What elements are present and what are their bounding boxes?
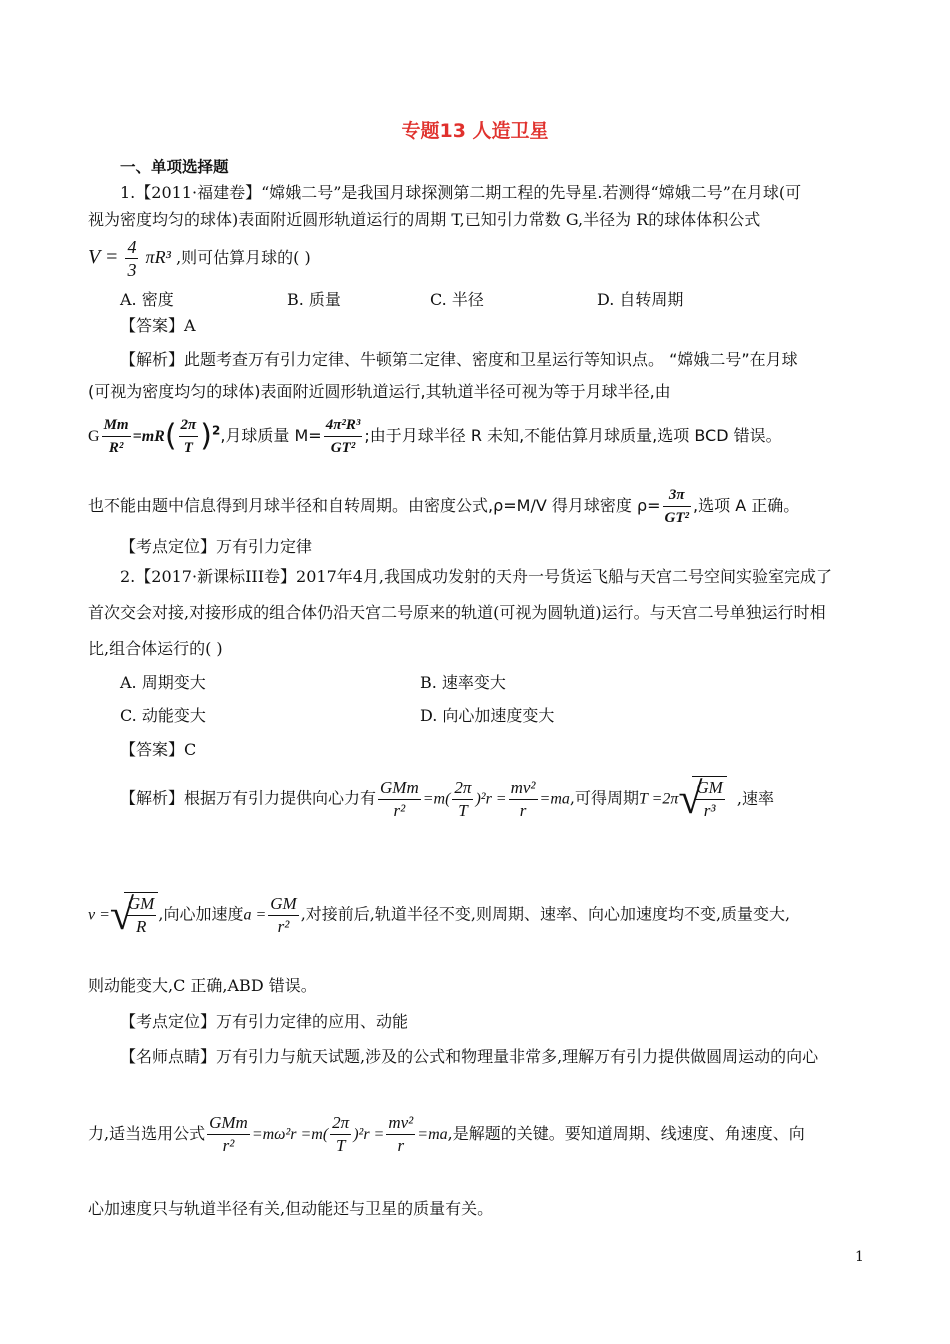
q1-stem-line2: 视为密度均匀的球体)表面附近圆形轨道运行的周期 T,已知引力常数 G,半径为 R的球体体积公式 — [88, 210, 761, 229]
q2-tip-tail: ,是解题的关键。要知道周期、线速度、角速度、向 — [447, 1124, 805, 1143]
q2-keypoint: 【考点定位】万有引力定律的应用、动能 — [120, 1012, 409, 1031]
q1-volume-formula-line — [88, 236, 311, 281]
q1-volume-fraction — [125, 236, 138, 281]
q1-option-d: D. 自转周期 — [597, 290, 684, 309]
q2-conclusion: 则动能变大,C 正确,ABD 错误。 — [88, 976, 317, 995]
page-number: 1 — [855, 1249, 864, 1265]
q2-tip-prefix: 力,适当选用公式 — [88, 1124, 206, 1143]
q1-option-b: B. 质量 — [287, 290, 341, 309]
q1-answer: 【答案】A — [120, 316, 196, 335]
q2-stem-line2: 首次交会对接,对接形成的组合体仍沿天宫二号原来的轨道(可视为圆轨道)运行。与天宫二号单独运行时相 — [88, 603, 826, 622]
q2-tip-line1: 【名师点睛】万有引力与航天试题,涉及的公式和物理量非常多,理解万有引力提供做圆周运动的向心 — [120, 1047, 819, 1066]
q1-density-conclusion: ,选项 A 正确。 — [693, 496, 800, 515]
q2-accel-label: ,向心加速度 — [158, 904, 244, 924]
q1-density-line: 也不能由题中信息得到月球半径和自转周期。由密度公式,ρ=M/V 得月球密度 ρ= $\frac{3\pi}{\text{GT²}}$ ,选项 A 正确。 — [88, 484, 799, 529]
q1-stem-line1: 1.【2011·福建卷】“嫦娥二号”是我国月球探测第二期工程的先导星.若测得“嫦娥二号”在月球(可 — [120, 183, 802, 202]
q2-answer: 【答案】C — [120, 740, 197, 759]
q2-option-d: D. 向心加速度变大 — [420, 706, 555, 725]
q1-volume-num: 4 — [127, 237, 137, 257]
q2-analysis-mid: ,可得周期 — [569, 788, 639, 808]
q2-option-c: C. 动能变大 — [120, 706, 206, 725]
q1-option-a: A. 密度 — [120, 290, 174, 309]
q1-eq-conclusion: ;由于月球半径 R 未知,不能估算月球质量,选项 BCD 错误。 — [364, 426, 782, 445]
q1-stem-tail: ,则可估算月球的( ) — [176, 248, 311, 267]
q2-stem-line1: 2.【2017·新课标III卷】2017年4月,我国成功发射的天舟一号货运飞船与天宫二号空间实验室完成了 — [120, 567, 833, 586]
q2-option-a: A. 周期变大 — [120, 673, 206, 692]
q2-stem-line3: 比,组合体运行的( ) — [88, 639, 223, 658]
page-title: 专题13 人造卫星 — [401, 120, 549, 142]
q1-equation-line: G $\frac{Mm}{\text{R²}}$ =mR( $\frac{2\pi}{T}$ )$^2$,月球质量 M= $\frac{\text{4π²R³}}{\text{GT²}}$ ;由于月球半径 R 未知,不能估算月球质量,选项 BCD 错误。 — [88, 414, 782, 459]
q1-analysis-line2: (可视为密度均匀的球体)表面附近圆形轨道运行,其轨道半径可视为等于月球半径,由 — [88, 382, 671, 401]
section-heading: 一、单项选择题 — [120, 157, 229, 176]
q2-tip-line3: 心加速度只与轨道半径有关,但动能还与卫星的质量有关。 — [88, 1199, 494, 1218]
q1-volume-lhs: V = — [88, 246, 119, 268]
q1-volume-rhs: πR³ — [145, 247, 171, 267]
q2-tip-formula-line: 力,适当选用公式 $\frac{\text{GMm}}{\text{r²}}$ =mω²r =m( $\frac{2\pi}{T}$ )²r = $\frac{\text{mv²}}{r}$ =ma,是解题的关键。要知道周期、线速度、角速度、向 — [88, 1113, 805, 1155]
q2-option-b: B. 速率变大 — [420, 673, 506, 692]
q2-analysis-tail: ,速率 — [736, 788, 774, 808]
q2-analysis-line: 【解析】根据万有引力提供向心力有 $\frac{\text{GMm}}{\text{r²}}$ =m( $\frac{2\pi}{T}$ )²r = $\frac{\text{mv²}}{r}$ =ma,可得周期T =2π √ $\frac{GM}{\text{r³}}$ ,速率 — [120, 774, 774, 823]
q1-density-text: 也不能由题中信息得到月球半径和自转周期。由密度公式,ρ=M/V 得月球密度 ρ= — [88, 496, 661, 515]
q1-option-c: C. 半径 — [430, 290, 484, 309]
q1-volume-den: 3 — [127, 260, 137, 280]
q2-velocity-line: v = √ $\frac{GM}{R}$ ,向心加速度a = $\frac{GM}{\text{r²}}$ ,对接前后,轨道半径不变,则周期、速率、向心加速度均不变,质量变大, — [88, 890, 791, 939]
q1-moon-mass-label: ,月球质量 M= — [220, 426, 322, 445]
q2-velocity-tail: ,对接前后,轨道半径不变,则周期、速率、向心加速度均不变,质量变大, — [300, 904, 791, 924]
q1-keypoint: 【考点定位】万有引力定律 — [120, 537, 313, 556]
q2-analysis-prefix: 【解析】根据万有引力提供向心力有 — [120, 788, 377, 808]
q1-analysis-line1: 【解析】此题考查万有引力定律、牛顿第二定律、密度和卫星运行等知识点。 “嫦娥二号”在月球 — [120, 350, 798, 369]
